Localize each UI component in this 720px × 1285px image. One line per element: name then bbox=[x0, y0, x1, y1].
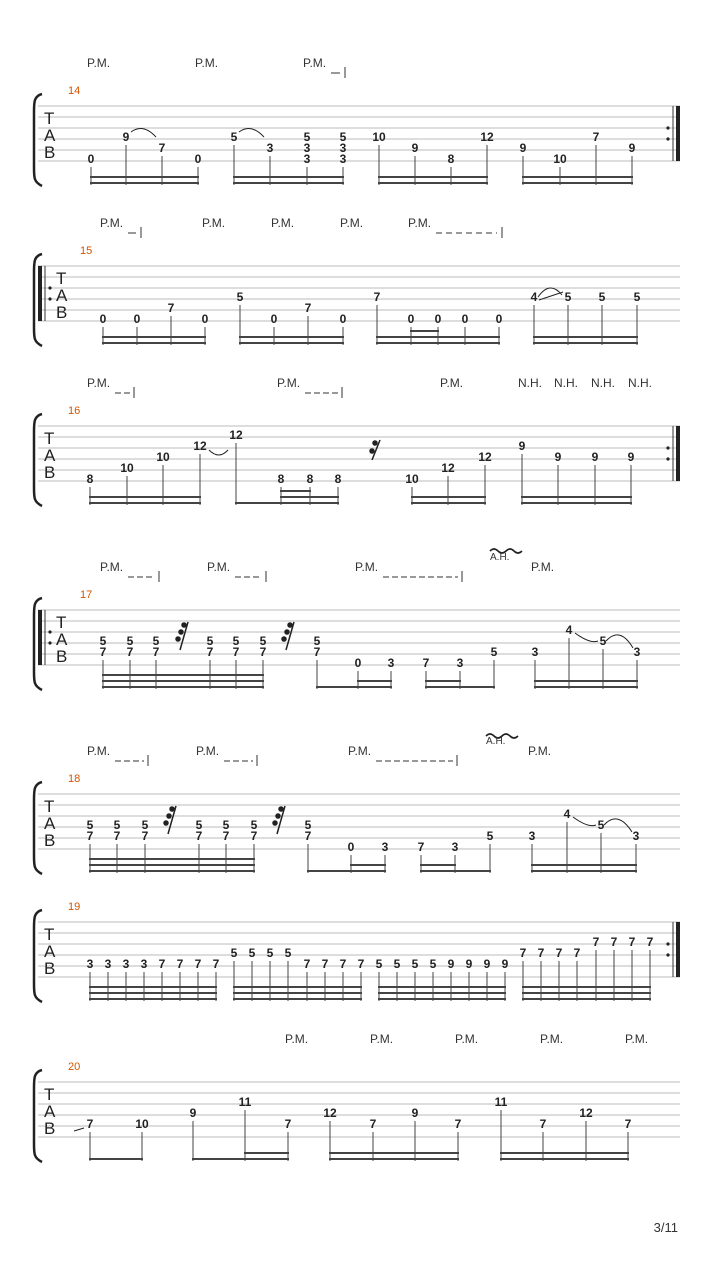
fret-number: 9 bbox=[447, 957, 455, 971]
fret-number: 0 bbox=[347, 840, 355, 854]
fret-number: 0 bbox=[99, 312, 107, 326]
measure-number: 19 bbox=[68, 901, 81, 913]
fret-number: 7 bbox=[628, 935, 636, 949]
palm-mute-label: P.M. bbox=[285, 1032, 309, 1046]
fret-number: 4 bbox=[530, 290, 538, 304]
tab-clef-a: A bbox=[44, 126, 56, 145]
fret-number: 5 bbox=[597, 818, 605, 832]
fret-number: 5 bbox=[486, 829, 494, 843]
fret-number: 8 bbox=[277, 472, 285, 486]
fret-number: 4 bbox=[563, 807, 571, 821]
fret-number: 3 bbox=[140, 957, 148, 971]
palm-mute-label: P.M. bbox=[625, 1032, 649, 1046]
fret-number: 10 bbox=[372, 130, 386, 144]
fret-number: 7 bbox=[373, 290, 381, 304]
measure-number: 18 bbox=[68, 773, 81, 785]
fret-number: 5 bbox=[232, 634, 240, 648]
fret-number: 11 bbox=[238, 1095, 252, 1109]
tab-clef-a: A bbox=[56, 630, 68, 649]
fret-number: 0 bbox=[87, 152, 95, 166]
beams bbox=[91, 145, 632, 185]
fret-number: 4 bbox=[565, 623, 573, 637]
fret-number: 9 bbox=[519, 141, 527, 155]
palm-mute-label: P.M. bbox=[87, 376, 111, 390]
fret-number: 10 bbox=[553, 152, 567, 166]
fret-number: 0 bbox=[339, 312, 347, 326]
fret-number: 7 bbox=[313, 645, 321, 659]
fret-number: 5 bbox=[230, 946, 238, 960]
fret-number: 5 bbox=[490, 645, 498, 659]
fret-number: 7 bbox=[152, 645, 160, 659]
fret-number: 7 bbox=[99, 645, 107, 659]
system-19 bbox=[34, 901, 680, 1002]
fret-number: 7 bbox=[357, 957, 365, 971]
fret-number: 12 bbox=[579, 1106, 593, 1120]
tab-clef-b: B bbox=[44, 831, 56, 850]
fret-number: 12 bbox=[480, 130, 494, 144]
rest-icon bbox=[370, 440, 380, 460]
measure-number: 14 bbox=[68, 85, 81, 97]
fret-number: 9 bbox=[411, 141, 419, 155]
fret-number: 7 bbox=[167, 301, 175, 315]
fret-number: 7 bbox=[113, 829, 121, 843]
fret-number: 3 bbox=[381, 840, 389, 854]
fret-number: 10 bbox=[156, 450, 170, 464]
fret-number: 3 bbox=[122, 957, 130, 971]
system-16 bbox=[34, 376, 680, 506]
fret-number: 5 bbox=[113, 818, 121, 832]
fret-number: 3 bbox=[387, 656, 395, 670]
tab-staff bbox=[34, 94, 680, 186]
fret-number: 7 bbox=[176, 957, 184, 971]
fret-number: 12 bbox=[193, 439, 207, 453]
palm-mute-label: P.M. bbox=[271, 216, 295, 230]
fret-number: 5 bbox=[206, 634, 214, 648]
slide-mark bbox=[74, 1128, 84, 1131]
fret-number: 7 bbox=[539, 1117, 547, 1131]
fret-number: 3 bbox=[86, 957, 94, 971]
fret-number: 9 bbox=[554, 450, 562, 464]
natural-harmonic-label: N.H. bbox=[554, 376, 578, 390]
system-18 bbox=[34, 734, 680, 874]
fret-number: 7 bbox=[592, 130, 600, 144]
fret-number: 5 bbox=[152, 634, 160, 648]
palm-mute-label: P.M. bbox=[540, 1032, 564, 1046]
system-15 bbox=[34, 216, 680, 346]
fret-number: 11 bbox=[494, 1095, 508, 1109]
palm-mute-label: P.M. bbox=[195, 56, 219, 70]
palm-mute-label: P.M. bbox=[348, 744, 372, 758]
palm-mute-label: P.M. bbox=[87, 744, 111, 758]
fret-number: 7 bbox=[369, 1117, 377, 1131]
fret-number: 5 bbox=[284, 946, 292, 960]
tab-clef-t: T bbox=[56, 613, 67, 632]
fret-number: 5 bbox=[259, 634, 267, 648]
palm-mute-label: P.M. bbox=[196, 744, 220, 758]
palm-mute-label: P.M. bbox=[207, 560, 231, 574]
natural-harmonic-label: N.H. bbox=[591, 376, 615, 390]
fret-number: 7 bbox=[304, 301, 312, 315]
fret-number: 7 bbox=[284, 1117, 292, 1131]
palm-mute-label: P.M. bbox=[340, 216, 364, 230]
fret-number: 7 bbox=[86, 1117, 94, 1131]
palm-mute-label: P.M. bbox=[303, 56, 327, 70]
fret-number: 8 bbox=[447, 152, 455, 166]
fret-number: 7 bbox=[303, 957, 311, 971]
fret-number: 10 bbox=[120, 461, 134, 475]
rest-icon bbox=[282, 622, 294, 650]
fret-number: 0 bbox=[407, 312, 415, 326]
fret-number: 0 bbox=[270, 312, 278, 326]
palm-mute-label: P.M. bbox=[87, 56, 111, 70]
fret-number: 3 bbox=[303, 141, 311, 155]
fret-number: 5 bbox=[411, 957, 419, 971]
tab-clef-a: A bbox=[56, 286, 68, 305]
fret-number: 9 bbox=[465, 957, 473, 971]
tab-clef-a: A bbox=[44, 446, 56, 465]
fret-number: 5 bbox=[141, 818, 149, 832]
fret-number: 0 bbox=[201, 312, 209, 326]
fret-number: 7 bbox=[519, 946, 527, 960]
fret-number: 7 bbox=[304, 829, 312, 843]
fret-number: 7 bbox=[206, 645, 214, 659]
fret-number: 10 bbox=[135, 1117, 149, 1131]
fret-number: 9 bbox=[122, 130, 130, 144]
fret-number: 3 bbox=[633, 645, 641, 659]
fret-number: 3 bbox=[104, 957, 112, 971]
measure-number: 17 bbox=[80, 589, 93, 601]
fret-number: 5 bbox=[599, 634, 607, 648]
tab-staff bbox=[34, 414, 680, 506]
fret-number: 7 bbox=[624, 1117, 632, 1131]
fret-number: 5 bbox=[236, 290, 244, 304]
system-14 bbox=[34, 56, 680, 186]
fret-number: 12 bbox=[323, 1106, 337, 1120]
fret-number: 7 bbox=[86, 829, 94, 843]
tab-clef-b: B bbox=[56, 647, 68, 666]
fret-number: 7 bbox=[194, 957, 202, 971]
fret-number: 9 bbox=[628, 141, 636, 155]
fret-number: 7 bbox=[454, 1117, 462, 1131]
system-20 bbox=[34, 1032, 680, 1162]
palm-mute-label: P.M. bbox=[440, 376, 464, 390]
tab-clef-a: A bbox=[44, 942, 56, 961]
natural-harmonic-label: N.H. bbox=[518, 376, 542, 390]
fret-number: 3 bbox=[303, 152, 311, 166]
fret-number: 12 bbox=[229, 428, 243, 442]
fret-number: 5 bbox=[86, 818, 94, 832]
tab-clef-t: T bbox=[56, 269, 67, 288]
palm-mute-label: P.M. bbox=[455, 1032, 479, 1046]
fret-number: 7 bbox=[339, 957, 347, 971]
fret-number: 5 bbox=[230, 130, 238, 144]
fret-number: 7 bbox=[646, 935, 654, 949]
tab-clef-t: T bbox=[44, 1085, 55, 1104]
fret-number: 7 bbox=[158, 141, 166, 155]
fret-number: 7 bbox=[222, 829, 230, 843]
fret-number: 3 bbox=[339, 141, 347, 155]
fret-number: 7 bbox=[555, 946, 563, 960]
tab-clef-b: B bbox=[56, 303, 68, 322]
measure-number: 20 bbox=[68, 1061, 81, 1073]
fret-number: 7 bbox=[573, 946, 581, 960]
fret-number: 5 bbox=[564, 290, 572, 304]
fret-number: 7 bbox=[537, 946, 545, 960]
fret-number: 8 bbox=[334, 472, 342, 486]
fret-number: 9 bbox=[483, 957, 491, 971]
fret-number: 9 bbox=[627, 450, 635, 464]
fret-number: 0 bbox=[461, 312, 469, 326]
tab-staff bbox=[34, 782, 680, 874]
fret-number: 9 bbox=[501, 957, 509, 971]
fret-number: 7 bbox=[417, 840, 425, 854]
palm-mute-label: P.M. bbox=[355, 560, 379, 574]
fret-number: 5 bbox=[266, 946, 274, 960]
fret-number: 9 bbox=[591, 450, 599, 464]
tab-staff bbox=[34, 910, 680, 1002]
rest-icon bbox=[164, 806, 176, 834]
fret-number: 3 bbox=[266, 141, 274, 155]
fret-number: 7 bbox=[250, 829, 258, 843]
fret-number: 5 bbox=[248, 946, 256, 960]
system-17 bbox=[34, 549, 680, 690]
tab-clef-a: A bbox=[44, 814, 56, 833]
palm-mute-label: P.M. bbox=[408, 216, 432, 230]
fret-number: 5 bbox=[126, 634, 134, 648]
fret-number: 7 bbox=[212, 957, 220, 971]
fret-number: 0 bbox=[354, 656, 362, 670]
fret-number: 0 bbox=[133, 312, 141, 326]
fret-number: 9 bbox=[411, 1106, 419, 1120]
tab-clef-a: A bbox=[44, 1102, 56, 1121]
palm-mute-label: P.M. bbox=[528, 744, 552, 758]
fret-number: 3 bbox=[339, 152, 347, 166]
fret-number: 8 bbox=[306, 472, 314, 486]
fret-number: 5 bbox=[303, 130, 311, 144]
fret-number: 12 bbox=[441, 461, 455, 475]
fret-number: 3 bbox=[528, 829, 536, 843]
tab-clef-t: T bbox=[44, 109, 55, 128]
palm-mute-label: P.M. bbox=[202, 216, 226, 230]
fret-number: 3 bbox=[632, 829, 640, 843]
measure-number: 15 bbox=[80, 245, 93, 257]
fret-number: 3 bbox=[456, 656, 464, 670]
rest-icon bbox=[273, 806, 285, 834]
fret-number: 7 bbox=[141, 829, 149, 843]
fret-number: 5 bbox=[633, 290, 641, 304]
tab-clef-b: B bbox=[44, 1119, 56, 1138]
fret-number: 8 bbox=[86, 472, 94, 486]
fret-number: 5 bbox=[304, 818, 312, 832]
rest-icon bbox=[176, 622, 188, 650]
fret-number: 5 bbox=[393, 957, 401, 971]
fret-number: 5 bbox=[598, 290, 606, 304]
fret-number: 9 bbox=[189, 1106, 197, 1120]
fret-number: 3 bbox=[531, 645, 539, 659]
fret-number: 3 bbox=[451, 840, 459, 854]
tab-clef-b: B bbox=[44, 959, 56, 978]
fret-number: 0 bbox=[495, 312, 503, 326]
fret-number: 0 bbox=[434, 312, 442, 326]
tab-clef-t: T bbox=[44, 925, 55, 944]
tab-clef-t: T bbox=[44, 429, 55, 448]
fret-number: 7 bbox=[592, 935, 600, 949]
fret-number: 7 bbox=[232, 645, 240, 659]
natural-harmonic-label: N.H. bbox=[628, 376, 652, 390]
fret-number: 7 bbox=[610, 935, 618, 949]
palm-mute-label: P.M. bbox=[100, 560, 124, 574]
fret-number: 7 bbox=[422, 656, 430, 670]
artificial-harmonic-label: A.H. bbox=[490, 552, 510, 563]
fret-number: 12 bbox=[478, 450, 492, 464]
fret-number: 5 bbox=[99, 634, 107, 648]
fret-number: 5 bbox=[375, 957, 383, 971]
palm-mute-label: P.M. bbox=[277, 376, 301, 390]
fret-number: 5 bbox=[339, 130, 347, 144]
fret-number: 7 bbox=[126, 645, 134, 659]
palm-mute-label: P.M. bbox=[531, 560, 555, 574]
fret-number: 7 bbox=[158, 957, 166, 971]
fret-number: 5 bbox=[195, 818, 203, 832]
fret-number: 10 bbox=[405, 472, 419, 486]
fret-number: 5 bbox=[429, 957, 437, 971]
tab-clef-t: T bbox=[44, 797, 55, 816]
fret-number: 7 bbox=[195, 829, 203, 843]
fret-number: 7 bbox=[321, 957, 329, 971]
artificial-harmonic-label: A.H. bbox=[486, 736, 506, 747]
tab-clef-b: B bbox=[44, 463, 56, 482]
fret-number: 0 bbox=[194, 152, 202, 166]
measure-number: 16 bbox=[68, 405, 81, 417]
palm-mute-label: P.M. bbox=[370, 1032, 394, 1046]
fret-number: 5 bbox=[250, 818, 258, 832]
palm-mute-label: P.M. bbox=[100, 216, 124, 230]
fret-number: 5 bbox=[313, 634, 321, 648]
fret-number: 7 bbox=[259, 645, 267, 659]
tab-staff bbox=[34, 254, 680, 346]
fret-number: 9 bbox=[518, 439, 526, 453]
fret-number: 5 bbox=[222, 818, 230, 832]
page-number: 3/11 bbox=[653, 1220, 678, 1235]
tab-clef-b: B bbox=[44, 143, 56, 162]
